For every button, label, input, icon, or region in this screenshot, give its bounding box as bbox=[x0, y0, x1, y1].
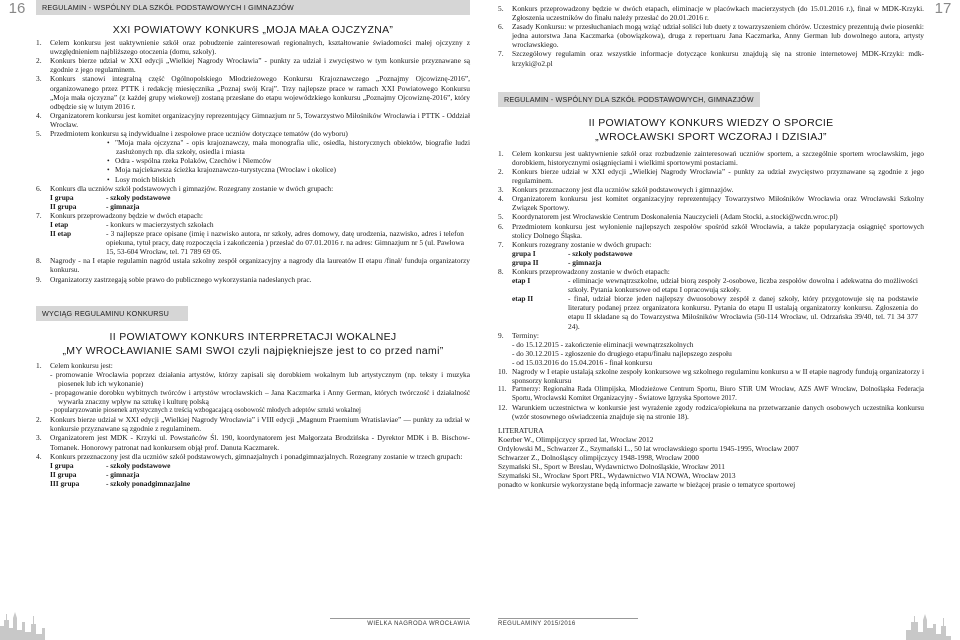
sport-rule-11: 11. Partnerzy: Regionalna Rada Olimpijska, Młodzieżowe Centrum Sportu, Biuro STiR UM Wrocław, AZS AWF Wrocław, Dolnośląska Federacja Sportu, Wrocławski Komitet Organizacyjny - Światowe Igrzyska Sportowe 2017. bbox=[498, 386, 924, 403]
sport-rule-12: 12. Warunkiem uczestnictwa w konkursie jest wyrażenie zgody rodzica/opiekuna na przetwarzanie danych osobowych uczestnika konkursu (wzór stosownego oświadczenia znajduje się na stronie 18). bbox=[498, 403, 924, 422]
vocal-contest-title: II POWIATOWY KONKURS INTERPRETACJI WOKALNEJ bbox=[109, 330, 397, 343]
bullet-item: • Moja najciekawsza ścieżka krajoznawczo-turystyczna (Wrocław i okolice) bbox=[36, 165, 470, 174]
deadline: - do 30.12.2015 - zgłoszenie do drugiego etapu/finału najlepszego zespołu bbox=[512, 348, 732, 358]
rule-9: 9. Organizatorzy zastrzegają sobie prawo do publicznego wykorzystania nadesłanych prac. bbox=[36, 274, 312, 284]
sport-rule-9: 9. Terminy: bbox=[498, 330, 539, 340]
sport-contest-title: II POWIATOWY KONKURS WIEDZY O SPORCIE bbox=[588, 116, 834, 129]
left-footer: WIELKA NAGRODA WROCŁAWIA bbox=[330, 618, 470, 627]
deadline: - od 15.03.2016 do 15.04.2016 - finał konkursu bbox=[512, 357, 653, 367]
left-title: XXI POWIATOWY KONKURS „MOJA MAŁA OJCZYZNA” bbox=[112, 24, 394, 37]
vocal-rule-1: 1. Celem konkursu jest: bbox=[36, 360, 113, 370]
literature-item: Szymański Sł., Sport w Breslau, Wydawnictwo Dolnośląskie, Wrocław 2011 bbox=[498, 461, 725, 471]
rule-5: 5. Przedmiotem konkursu są indywidualne i zespołowe prace uczniów dotyczące tematów (do wyboru) bbox=[36, 129, 348, 139]
rule-4: 4. Organizatorem konkursu jest komitet organizacyjny reprezentujący Gimnazjum nr 5, Towarzystwo Miłośników Wrocławia i PTTK - Oddział Wrocław. bbox=[36, 110, 470, 129]
sport-rule-8: 8. Konkurs przeprowadzony zostanie w dwóch etapach: bbox=[498, 266, 670, 276]
sport-rule-3: 3. Konkurs przeznaczony jest dla uczniów szkół podstawowych i gimnazjów. bbox=[498, 185, 734, 195]
bullet-item: • Odra - wspólna rzeka Polaków, Czechów i Niemców bbox=[36, 156, 470, 165]
rule-6: 6. Konkurs dla uczniów szkół podstawowych i gimnazjów. Rozegrany zostanie w dwóch grupach: bbox=[36, 183, 334, 193]
sport-stages-table: etap I - eliminacje wewnątrzszkolne, udział biorą zespoły 2-osobowe, liczba zespołów dowolna i adekwatna do możliwości szkoły. Pytania konkursowe od etapu I opracowują szkoły. etap II - finał, udział biorze jeden najlepszy dwuosobowy zespół z danej szkoły, który przygotowuje się na podstawie literatury podanej przez organizatora konkursu. Pytania do etapu II ustalają organizatorzy konkursu. Zgłoszenia do etapu II składane są do Towarzystwa Miłośników Wrocławia (50-114 Wrocław, ul. Odrzańska 39/40, tel. 71 34 377 24). bbox=[512, 276, 918, 331]
literature-item: Koerber W., Olimpijczycy sprzed lat, Wrocław 2012 bbox=[498, 434, 654, 444]
vocal-rule-7: 7. Szczegółowy regulamin oraz wszystkie informacje dotyczące konkursu znajdują się na stronie internetowej MDK-Krzyki: mdk-krzyki@o2.pl bbox=[498, 49, 924, 68]
city-skyline-illustration bbox=[906, 606, 960, 640]
sport-rule-2: 2. Konkurs bierze udział w XXI edycji „Wielkiej Nagrody Wrocławia” - punkty za udział zwycięstwo przyznawane są zgodnie z jego regulaminem. bbox=[498, 166, 924, 186]
rule-8: 8. Nagrody - na I etapie regulamin nagród ustala szkolny zespół organizacyjny a nagrody dla laureatów II etapu /finał/ funduja organizatorzy konkursu. bbox=[36, 256, 470, 275]
literature-item: Szymański Sł., Wrocław Sport PRL, Wydawnictwo VIA NOWA, Wrocław 2013 bbox=[498, 471, 736, 481]
literature-heading: LITERATURA bbox=[498, 425, 544, 435]
vocal-groups-table: I grupa - szkoły podstawowe II grupa - gimnazja III grupa - szkoły ponadgimnazjalne bbox=[50, 460, 191, 488]
vocal-rule-5: 5. Konkurs przeprowadzony będzie w dwóch etapach, eliminacje w placówkach macierzystych (do 15.01.2016 r.), finał w MDK-Krzyki. Zgłoszenia uczestników do finału należy przesłać do 20.01.2016 r. bbox=[498, 4, 924, 23]
rule-3: 3. Konkurs stanowi integralną część Ogólnopolskiego Młodzieżowego Konkursu Krajoznawczego „Poznajmy Ojcowiznę-2016”, organizowanego przez PTTK i redakcję miesięcznika „Poznaj swój Kraj”. Trzy najlepsze prace w ramach XXI Powiatowego Konkursu „Moja mała ojczyzna” (z każdej grupy wiekowej) zostaną przesłane do etapu wojewódzkiego konkursu „Poznajmy Ojcowiznę-2016”, który odbędzie się w lutym 2016 r. bbox=[36, 74, 470, 111]
bullet-item: • Losy moich bliskich bbox=[36, 175, 470, 184]
left-column bbox=[36, 0, 470, 488]
rule-7: 7. Konkurs przeprowadzony będzie w dwóch etapach: bbox=[36, 210, 203, 220]
vocal-goal: - propagowanie dorobku wybitnych twórców i artystów wrocławskich – Jana Kaczmarka i Anny German, których twórczość i działalność wywarła znaczny wpływ na sztukę i kulturę polską bbox=[50, 388, 470, 407]
literature-item: Schwarzer Z., Dolnośląscy olimpijczycy 1948-1998, Wrocław 2000 bbox=[498, 452, 699, 462]
city-skyline-illustration bbox=[0, 606, 56, 640]
sport-rule-4: 4. Organizatorem konkursu jest komitet organizacyjny reprezentujący Towarzystwo Miłośników Wrocławia oraz Wrocławski Szkolny Związek Sportowy. bbox=[498, 194, 924, 213]
vocal-goal: - promowanie Wrocławia poprzez działania artystów, którzy zapisali się dorobkiem wokalnym lub artystycznym (np. teksty i muzyka piosenek lub ich wykonanie) bbox=[50, 369, 470, 388]
bullet-item: • "Moja mała ojczyzna" - opis krajoznawczy, mała monografia ulic, osiedla, historycznych obiektów, biografie ludzi zasłużonych np. dla szkoły, osiedla i miasta bbox=[36, 138, 470, 156]
vocal-contest-subtitle: „MY WROCŁAWIANIE SAMI SWOI czyli najpiękniejsze jest to co przed nami” bbox=[62, 344, 444, 357]
literature-item: ponadto w konkursie wykorzystane będą informacje zawarte w bieżącej prasie o tematyce sportowej bbox=[498, 480, 796, 490]
left-header-bar: REGULAMIN - WSPÓLNY DLA SZKÓŁ PODSTAWOWYCH I GIMNAZJÓW bbox=[36, 0, 470, 15]
groups-table: I grupa - szkoły podstawowe II grupa - gimnazja bbox=[50, 192, 171, 211]
sport-rule-5: 5. Koordynatorem jest Wrocławskie Centrum Doskonalenia Nauczycieli (Adam Stocki, a.stocki@wcdn.wroc.pl) bbox=[498, 212, 838, 222]
left-header-bar-2: WYCIĄG REGULAMINU KONKURSU bbox=[36, 306, 188, 321]
vocal-rule-6: 6. Zasady Konkursu: w przesłuchaniach mogą wziąć udział soliści lub duety z towarzyszeniem chórów. Uczestnicy prezentują dwie piosenki: jedna autorstwa Jana Kaczmarka (obowiązkowa), druga z repertuaru Jana Kaczmarka, Anny German lub dowolnego autora, artysty wrocławskiego. bbox=[498, 22, 924, 50]
rule-1: 1. Celem konkursu jest uaktywnienie szkół oraz pobudzenie zainteresowań regionalnych, kształtowanie świadomości małej ojczyzny z uwzględnieniem najbliższego otoczenia (domu, szkoły). bbox=[36, 38, 470, 57]
vocal-rule-2: 2. Konkurs bierze udział w XXI edycji „Wielkiej Nagrody Wrocławia” i VIII edycji „Magnum Praemium Wratislaviae” — punkty za udział w konkursie przyznawane są zgodnie z regulaminem. bbox=[36, 415, 470, 434]
sport-groups-table: grupa I - szkoły podstawowe grupa II - gimnazja bbox=[512, 248, 633, 267]
vocal-rule-3: 3. Organizatorem jest MDK - Krzyki ul. Powstańców Śl. 190, koordynatorem jest Małgorzata Brodzińska - Dyrektor MDK i B. Bischow-Tomanek. Honorowy patronat nad konkursem objął prof. Danuta Kaczmarek. bbox=[36, 433, 470, 452]
sport-contest-subtitle: „WROCŁAWSKI SPORT WCZORAJ I DZISIAJ” bbox=[595, 130, 827, 143]
sport-rule-7: 7. Konkurs rozegrany zostanie w dwóch grupach: bbox=[498, 239, 652, 249]
vocal-goal: - popularyzowanie piosenek artystycznych z treścią wzbogacającą osobowość młodych adeptów sztuki wokalnej bbox=[50, 407, 361, 415]
right-footer: REGULAMINY 2015/2016 bbox=[498, 618, 638, 627]
sport-rule-1: 1. Celem konkursu jest uaktywnienie szkół oraz rozbudzenie zainteresowań uczniów sportem, a szczególnie sportem wrocławskim, jego dorobkiem, historycznymi osiągnięciami i wielkimi sportowymi postaciami. bbox=[498, 148, 924, 167]
page-number-right: 17 bbox=[934, 0, 952, 17]
page-number-left: 16 bbox=[8, 0, 26, 17]
right-column bbox=[498, 4, 924, 489]
vocal-rule-4: 4. Konkurs przeznaczony jest dla uczniów szkół podstawowych, gimnazjalnych i ponadgimnazjalnych. Rozegrany zostanie w trzech grupach: bbox=[36, 451, 463, 461]
sport-rule-6: 6. Przedmiotem konkursu jest wyłonienie najlepszych zespołów spośród szkół Wrocławia, a także popularyzacja osiągnięć sportowych stolicy Dolnego Śląska. bbox=[498, 221, 924, 240]
stages-table: I etap - konkurs w macierzystych szkołach II etap - 3 najlepsze prace opisane (imię i nazwisko autora, nr szkoły, adres domowy, datę urodzenia, nazwisko, adres i telefon opiekuna, tytuł pracy, datę rozpoczęcia i zakończenia ) przesłać do 07.01.2016 r. na adres: Gimnazjum nr 5 (ul. Pawłowa 15, 53-604 Wrocław, tel. 71 789 69 05. bbox=[50, 219, 464, 257]
right-header-bar: REGULAMIN - WSPÓLNY DLA SZKÓŁ PODSTAWOWYCH, GIMNAZJÓW bbox=[498, 92, 760, 107]
deadline: - do 15.12.2015 - zakończenie eliminacji wewnątrzszkolnych bbox=[512, 339, 694, 349]
sport-rule-10: 10. Nagrody w I etapie ustalają szkolne zespoły konkursowe wg szkolnego regulaminu konkursu a w II etapie nagrody fundują organizatorzy i sponsorzy konkursu bbox=[498, 367, 924, 386]
rule-2: 2. Konkurs bierze udział w XXI edycji „Wielkiej Nagrody Wrocławia” - punkty za udział i zwycięstwo w tym konkursie przyznawane są zgodnie z jego regulaminem. bbox=[36, 56, 470, 75]
literature-item: Ordyłowski M., Schwarzer Z., Szymański L., 50 lat wrocławskiego sportu 1945-1995, Wrocław 2007 bbox=[498, 443, 799, 453]
